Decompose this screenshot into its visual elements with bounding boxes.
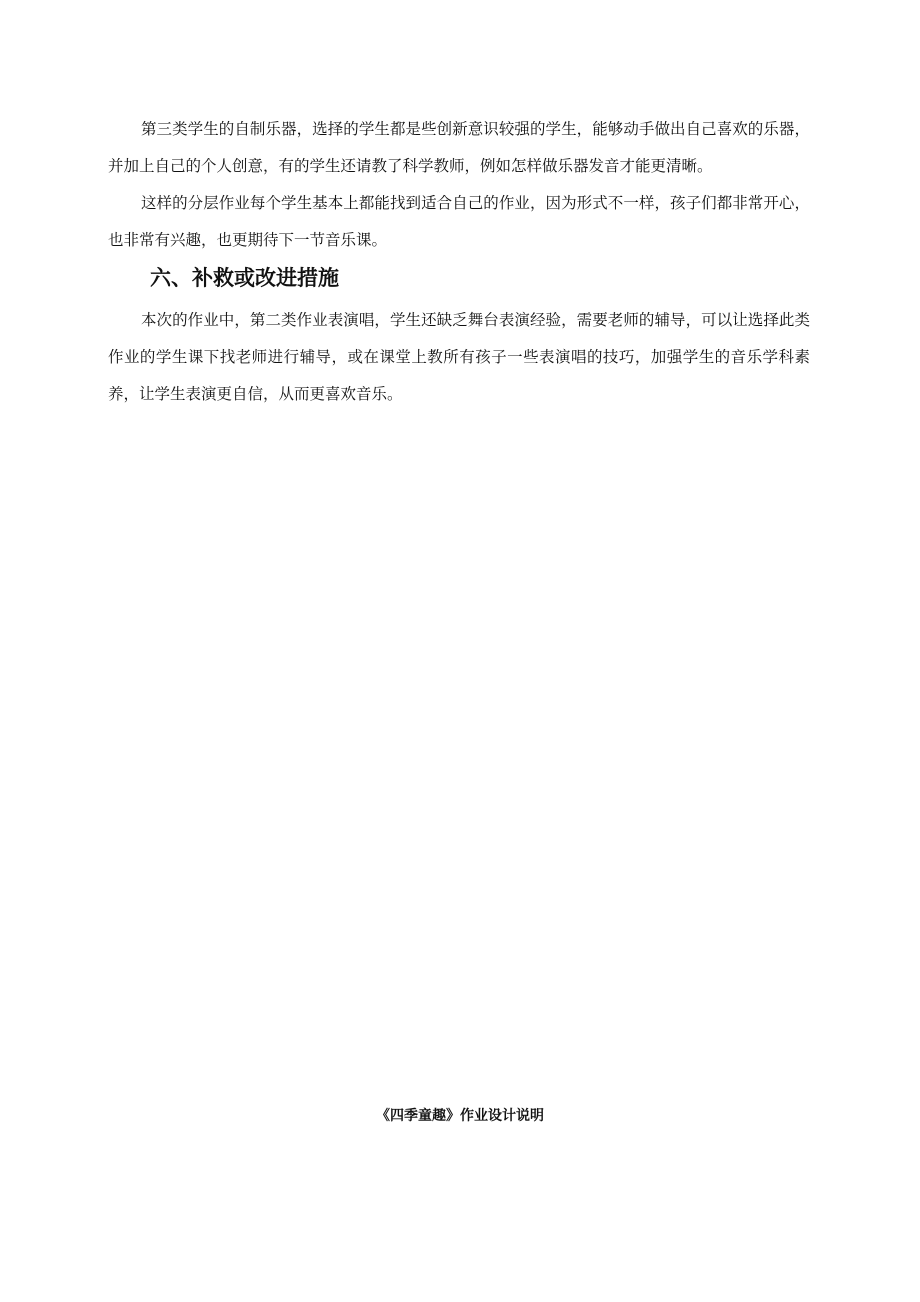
paragraph-improvement-measures: 本次的作业中，第二类作业表演唱，学生还缺乏舞台表演经验，需要老师的辅导，可以让选择此类作业的学生课下找老师进行辅导，或在课堂上教所有孩子一些表演唱的技巧，加强学生的音乐学科素养，让学生表演更自信，从而更喜欢音乐。: [108, 311, 810, 403]
paragraph-layered-homework: 这样的分层作业每个学生基本上都能找到适合自己的作业，因为形式不一样，孩子们都非常开心，也非常有兴趣，也更期待下一节音乐课。: [108, 194, 810, 249]
next-document-title: 《四季童趣》作业设计说明: [376, 1108, 544, 1124]
paragraph-instrument-making: 第三类学生的自制乐器，选择的学生都是些创新意识较强的学生，能够动手做出自己喜欢的乐器，并加上自己的个人创意，有的学生还请教了科学教师，例如怎样做乐器发音才能更清晰。: [108, 120, 810, 175]
section-heading-improvement: 六、补救或改进措施: [150, 266, 339, 290]
